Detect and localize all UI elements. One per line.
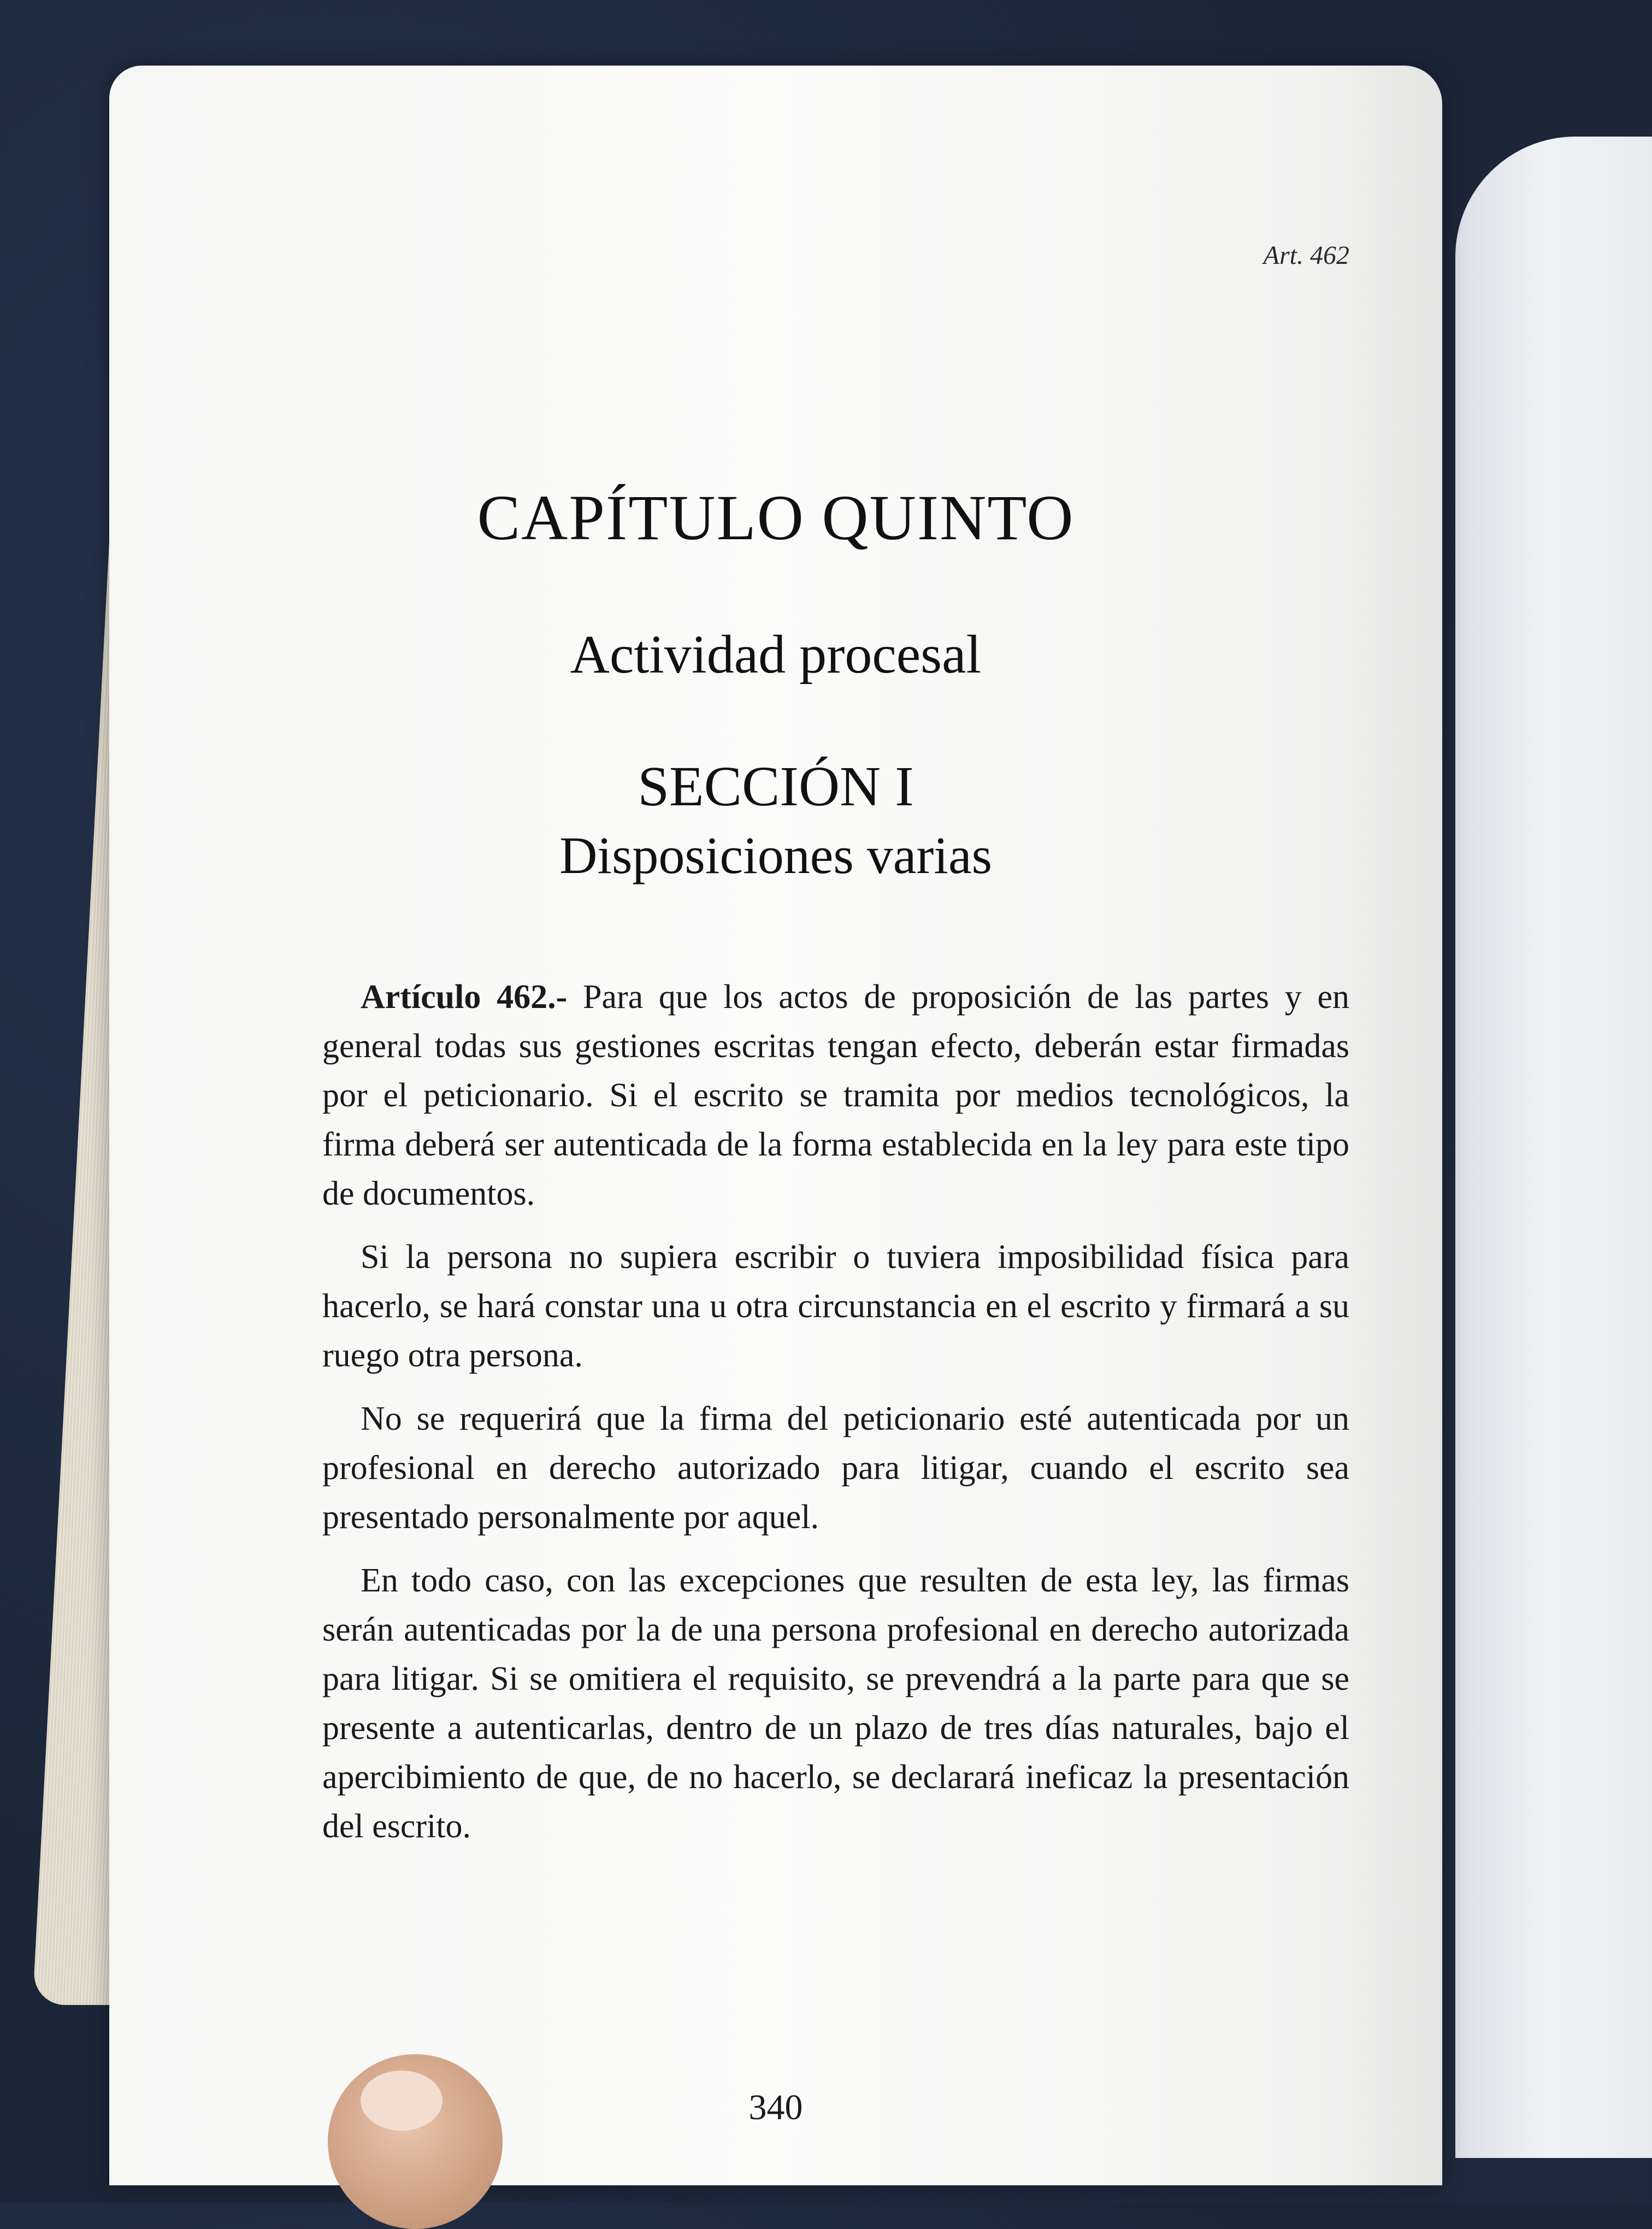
section-subtitle: Disposiciones varias [559, 826, 992, 884]
adjacent-page [1455, 137, 1652, 2158]
thumbnail-fingernail [361, 2071, 442, 2131]
article-paragraph-4: En todo caso, con las excepciones que resulten de esta ley, las firmas serán autenticadas por la de una persona profesional en derecho autorizada para litigar. Si se omitiera el requisito, se prevendrá a la parte para que se presente a autenticarlas, dentro de un plazo de tres días naturales, bajo el apercibimiento de que, de no hacerlo, se declarará ineficaz la presentación del escrito. [322, 1562, 1349, 1845]
article-paragraph-1 [322, 972, 1349, 1218]
article-paragraph-2: Si la persona no supiera escribir o tuviera imposibilidad física para hacerlo, se hará constar una u otra circunstancia en el escrito y firmará a su ruego otra persona. [322, 1239, 1349, 1374]
article-label: Artículo 462.- [361, 978, 568, 1016]
chapter-subtitle: Actividad procesal [570, 624, 982, 685]
article-body [322, 972, 1349, 1865]
page-number: 340 [748, 2088, 803, 2127]
section-title: SECCIÓN I [638, 755, 914, 818]
running-head: Art. 462 [1263, 241, 1349, 270]
article-paragraph-1-text: Para que los actos de proposición de las partes y en general todas sus gestiones escritas tengan efecto, deberán estar firmadas por el peticionario. Si el escrito se tramita por medios tecnológicos, la firma deberá ser autenticada de la forma establecida en la ley para este tipo de documentos. [322, 978, 1349, 1212]
article-paragraph-3: No se requerirá que la firma del peticionario esté autenticada por un profesional en derecho autorizado para litigar, cuando el escrito sea presentado personalmente por aquel. [322, 1400, 1349, 1536]
book-page [109, 66, 1442, 2185]
chapter-title: CAPÍTULO QUINTO [477, 482, 1075, 553]
thumb [328, 2054, 503, 2229]
